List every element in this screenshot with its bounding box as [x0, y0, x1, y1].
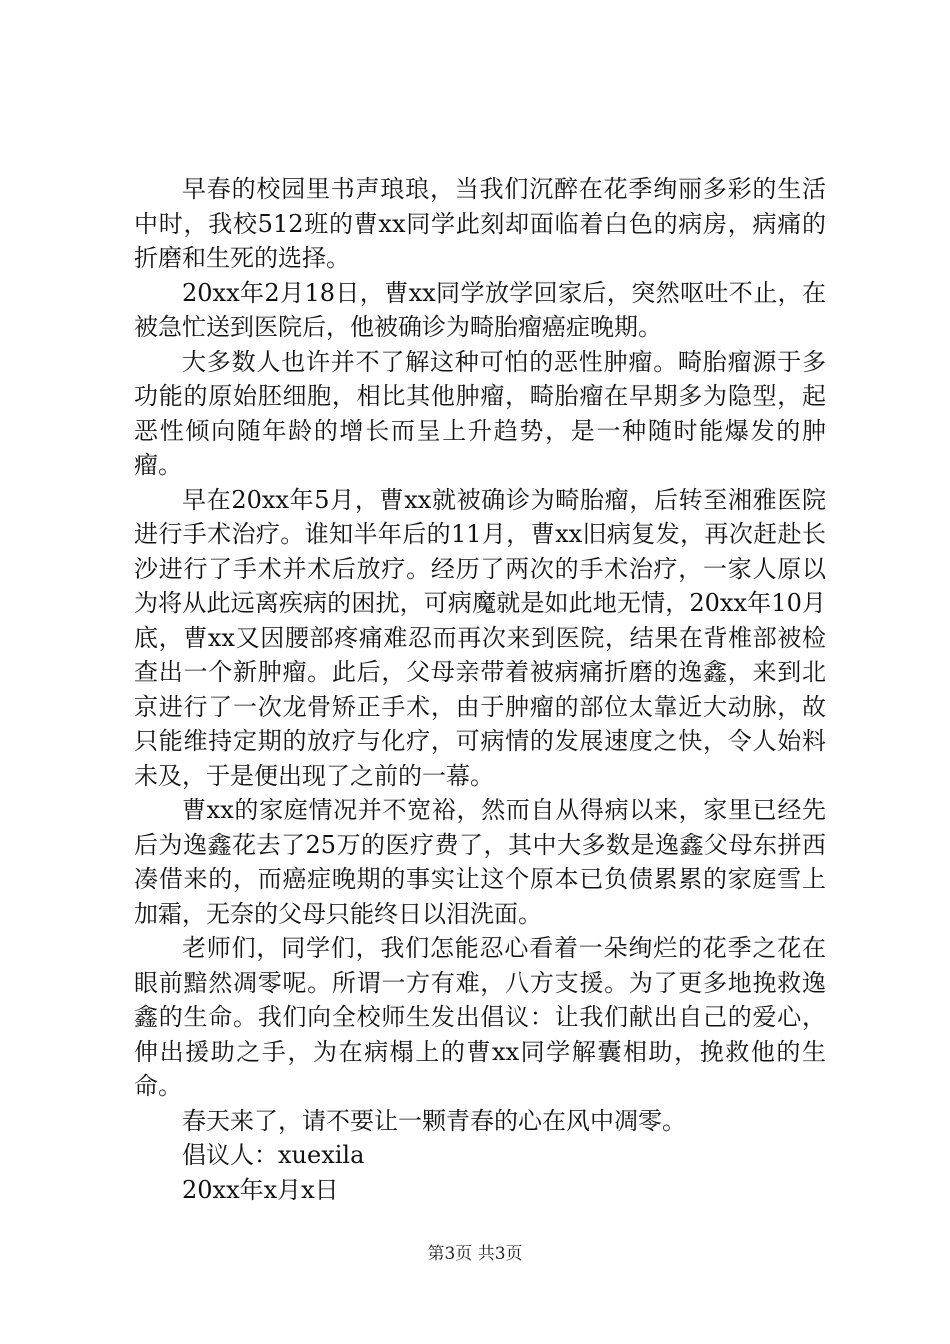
- date-line: 20xx年x月x日: [182, 1175, 339, 1204]
- page-footer: 第3页 共3页: [427, 1244, 523, 1264]
- document-body: [134, 172, 826, 1207]
- paragraph-closing: 春天来了，请不要让一颗青春的心在风中凋零。: [182, 1106, 686, 1135]
- paragraph-intro: 早春的校园里书声琅琅，当我们沉醉在花季绚丽多彩的生活中时，我校512班的曹xx同学此刻却面临着白色的病房，病痛的折磨和生死的选择。: [134, 175, 826, 272]
- paragraph-diagnosis: 20xx年2月18日，曹xx同学放学回家后，突然呕吐不止，在被急忙送到医院后，他被确诊为畸胎瘤癌症晚期。: [134, 278, 826, 341]
- signature-line: 倡议人：xuexila: [182, 1141, 365, 1169]
- paragraph-tumor-description: 大多数人也许并不了解这种可怕的恶性肿瘤。畸胎瘤源于多功能的原始胚细胞，相比其他肿瘤，畸胎瘤在早期多为隐型，起恶性倾向随年龄的增长而呈上升趋势，是一种随时能爆发的肿瘤。: [134, 347, 826, 479]
- paragraph-appeal: 老师们，同学们，我们怎能忍心看着一朵绚烂的花季之花在眼前黯然凋零呢。所谓一方有难，八方支援。为了更多地挽救逸鑫的生命。我们向全校师生发出倡议：让我们献出自己的爱心，伸出援助之手，为在病榻上的曹xx同学解囊相助，挽救他的生命。: [134, 934, 826, 1100]
- paragraph-treatment-history: 早在20xx年5月，曹xx就被确诊为畸胎瘤，后转至湘雅医院进行手术治疗。谁知半年后的11月，曹xx旧病复发，再次赶赴长沙进行了手术并术后放疗。经历了两次的手术治疗，一家人原以为将从此远离疾病的困扰，可病魔就是如此地无情，20xx年10月底，曹xx又因腰部疼痛难忍而再次来到医院，结果在背椎部被检查出一个新肿瘤。此后，父母亲带着被病痛折磨的逸鑫，来到北京进行了一次龙骨矫正手术，由于肿瘤的部位太靠近大动脉，故只能维持定期的放疗与化疗，可病情的发展速度之快，令人始料未及，于是便出现了之前的一幕。: [134, 485, 826, 790]
- paragraph-family-situation: 曹xx的家庭情况并不宽裕，然而自从得病以来，家里已经先后为逸鑫花去了25万的医疗费了，其中大多数是逸鑫父母东拼西凑借来的，而癌症晚期的事实让这个原本已负债累累的家庭雪上加霜，无奈的父母只能终日以泪洗面。: [134, 796, 826, 928]
